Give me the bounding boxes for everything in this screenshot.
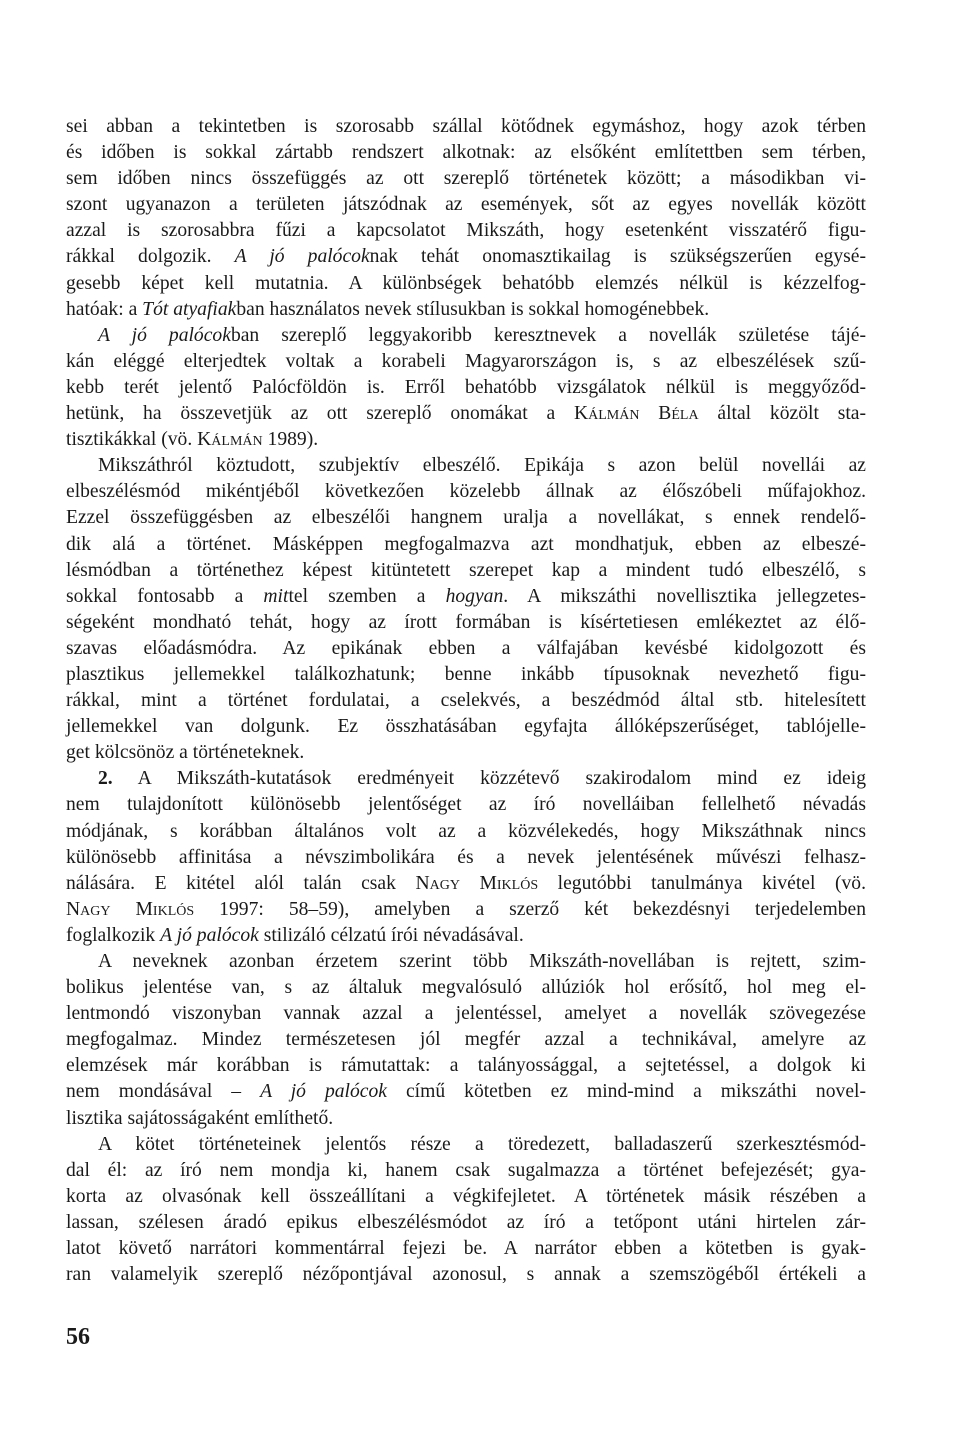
text-line (66, 1158, 866, 1184)
text-line (66, 558, 866, 584)
text-run: lésmódban a történethez képest kitüntetett szerepet kap a mindent tudó elbeszélő, s (66, 559, 866, 581)
text-run: ban használatos nevek stílusukban is sokkal homogénebbek. (236, 298, 710, 320)
text-run: A kötet történeteinek jelentős része a töredezett, balladaszerű szerkesztésmód- (98, 1133, 866, 1155)
text-line (66, 1184, 866, 1210)
text-run: A neveknek azonban érzetem szerint több Mikszáth-novellában is rejtett, szim- (98, 951, 866, 972)
text-line (66, 688, 866, 714)
text-run: nem tulajdonított különösebb jelentőséget az író novelláiban fellelhető névadás (66, 794, 866, 816)
text-line (66, 923, 866, 949)
text-line (66, 505, 866, 531)
text-run: legutóbbi tanulmánya kivétel (vö. (538, 872, 866, 894)
text-run: azzal is szorosabbra fűzi a kapcsolatot Mikszáth, hogy esetenként visszatérő figu- (66, 220, 866, 242)
text-run: elbeszélésmód mikéntjéből következően közelebb állnak az élőszóbeli műfajokhoz. (66, 481, 866, 503)
text-run: 1997: 58–59), amelyben a szerző két bekezdésnyi terjedelemben (194, 898, 867, 920)
text-run: lisztika sajátosságaként említhető. (66, 1107, 334, 1129)
text-line (66, 662, 866, 688)
page-body (66, 114, 866, 1288)
text-run: tel szemben a (288, 585, 446, 607)
text-run: foglalkozik (66, 924, 161, 946)
text-line (66, 453, 866, 479)
text-run: . A mikszáthi novellisztika jellegzetes- (503, 585, 867, 607)
text-run: stilizáló célzatú írói névadásával. (258, 924, 524, 946)
text-line (66, 479, 866, 505)
text-line (66, 532, 866, 558)
text-run: get kölcsönöz a történeteknek. (66, 742, 305, 764)
italic-title: mit (263, 585, 289, 607)
text-run: latot követő narrátori kommentárral fejezi be. A narrátor ebben a kötetben is gyak- (66, 1238, 866, 1260)
text-line (66, 349, 866, 375)
text-run: ban szereplő leggyakoribb keresztnevek a novellák születése tájé- (230, 324, 866, 346)
text-line (66, 819, 866, 845)
text-line (66, 610, 866, 636)
text-line (66, 1262, 866, 1288)
text-run: című kötetben ez mind-mind a mikszáthi novel- (386, 1081, 866, 1103)
text-run: elemzések már korábban is rámutattak: a talányossággal, a sejtetéssel, a dolgok ki (66, 1055, 866, 1077)
paragraph (66, 1132, 866, 1289)
text-line (66, 192, 866, 218)
text-line (66, 401, 866, 427)
text-line (66, 271, 866, 297)
text-run: sokkal fontosabb a (66, 585, 264, 607)
text-line (66, 871, 866, 897)
text-run: ran valamelyik szereplő nézőpontjával azonosul, s annak a szemszögéből értékeli a (66, 1264, 866, 1286)
text-line (66, 845, 866, 871)
author-name: Kálmán Béla (573, 403, 699, 425)
paragraph (66, 766, 866, 949)
text-run: sem időben nincs összefüggés az ott szereplő történetek között; a másodikban vi- (66, 168, 866, 190)
text-line (66, 975, 866, 1001)
paragraph (66, 949, 866, 1132)
text-line (66, 740, 866, 766)
text-line (66, 244, 866, 270)
paragraph (66, 453, 866, 766)
text-run: módjának, s korábban általános volt az a közvélekedés, hogy Mikszáthnak nincs (66, 820, 866, 842)
author-name: Kálmán (197, 429, 263, 451)
text-line (66, 297, 866, 323)
text-run: korta az olvasónak kell összeállítani a végkifejletet. A történetek másik részében a (66, 1185, 866, 1207)
text-run: hatóak: a (66, 298, 143, 320)
text-line (66, 427, 866, 453)
text-line (66, 1106, 866, 1132)
text-line (66, 1053, 866, 1079)
text-run: lentmondó viszonyban vannak azzal a jelentéssel, amelyet a novellák szövegezése (66, 1003, 866, 1025)
text-line (66, 636, 866, 662)
text-line (66, 1210, 866, 1236)
text-line (66, 375, 866, 401)
text-line (66, 114, 866, 140)
text-run: tisztikákkal (vö. (66, 429, 198, 451)
text-run: nálására. E kitétel alól talán csak (66, 872, 416, 894)
text-line (66, 792, 866, 818)
italic-title: A jó palócok (160, 924, 259, 946)
text-run: nem mondásával – (66, 1081, 261, 1103)
text-line (66, 1132, 866, 1158)
author-name: Nagy Miklós (66, 898, 195, 920)
paragraph (66, 114, 866, 323)
italic-title: A jó palócok (260, 1081, 387, 1103)
text-line (66, 766, 866, 792)
text-line (66, 323, 866, 349)
text-run: hetünk, ha összevetjük az ott szereplő onomákat a (66, 403, 574, 425)
text-run: lassan, szélesen áradó epikus elbeszélésmódot az író a tetőpont utáni hirtelen zár- (66, 1211, 866, 1233)
paragraph (66, 323, 866, 453)
text-line (66, 897, 866, 923)
text-run: kán eléggé elterjedtek voltak a korabeli Magyarországon is, s az elbeszélések szű- (66, 350, 866, 372)
text-line (66, 1001, 866, 1027)
text-run: szavas előadásmódra. Az epikának ebben a válfajában kevésbé kidolgozott és (66, 637, 866, 659)
text-run: szont ugyanazon a területen játszódnak az események, sőt az egyes novellák között (66, 194, 866, 216)
text-line (66, 1079, 866, 1105)
text-run: nak tehát onomasztikailag is szükségszerűen egysé- (369, 246, 866, 268)
text-run: gesebb képet kell mutatnia. A különbségek behatóbb elemzés nélkül is kézzelfog- (66, 272, 866, 294)
text-run: bolikus jelentése van, s az általuk megvalósuló allúziók hol erősítő, hol meg el- (66, 977, 866, 999)
text-run: jellemekkel van dolgunk. Ez összhatásában egyfajta állóképszerűséget, tablójelle- (66, 716, 866, 738)
text-run: rákkal, mint a történet fordulatai, a cselekvés, a beszédmód által stb. hitelesített (66, 690, 866, 712)
text-run: különösebb affinitása a névszimbolikára és a nevek jelentésének művészi felhasz- (66, 846, 866, 868)
text-run: Ezzel összefüggésben az elbeszélői hangnem uralja a novellákat, s ennek rendelő- (66, 507, 866, 529)
text-run: Mikszáthról köztudott, szubjektív elbeszélő. Epikája s azon belül novellái az (98, 455, 866, 477)
section-number: 2. (98, 768, 113, 790)
text-run: dik alá a történet. Másképpen megfogalmazva azt mondhatjuk, ebben az elbeszé- (66, 533, 866, 555)
text-line (66, 714, 866, 740)
text-run: és időben is sokkal zártabb rendszert alkotnak: az elsőként említettben sem térben, (66, 142, 866, 164)
text-run: kebb terét jelentő Palócföldön is. Erről behatóbb vizsgálatok nélkül is meggyőződ- (66, 376, 866, 398)
text-run: ségeként mondható tehát, hogy az írott formában is kísértetiesen emlékeztet az élő- (66, 611, 866, 633)
text-line (66, 218, 866, 244)
text-line (66, 584, 866, 610)
text-line (66, 1027, 866, 1053)
text-line (66, 140, 866, 166)
italic-title: Tót atyafiak (142, 298, 237, 320)
italic-title: A jó palócok (234, 246, 370, 268)
italic-title: hogyan (445, 585, 504, 607)
text-run: dal él: az író nem mondja ki, hanem csak sugalmazza a történet befejezését; gya- (66, 1159, 866, 1181)
text-line (66, 1236, 866, 1262)
italic-title: A jó palócok (98, 324, 231, 346)
text-line (66, 166, 866, 192)
text-run: rákkal dolgozik. (66, 246, 235, 268)
text-line (66, 949, 866, 975)
text-run: plasztikus jellemekkel találkozhatunk; benne inkább típusoknak nevezhető figu- (66, 663, 866, 685)
text-run: 1989). (262, 429, 319, 451)
author-name: Nagy Miklós (415, 872, 539, 894)
text-run: megfogalmaz. Mindez természetesen jól megfér azzal a technikával, amelyre az (66, 1029, 866, 1051)
text-run: sei abban a tekintetben is szorosabb szállal kötődnek egymáshoz, hogy azok térben (66, 116, 866, 137)
text-run: által közölt sta- (698, 403, 867, 425)
page-number: 56 (66, 1324, 90, 1350)
text-run: A Mikszáth-kutatások eredményeit közzétevő szakirodalom mind ez ideig (112, 768, 866, 790)
